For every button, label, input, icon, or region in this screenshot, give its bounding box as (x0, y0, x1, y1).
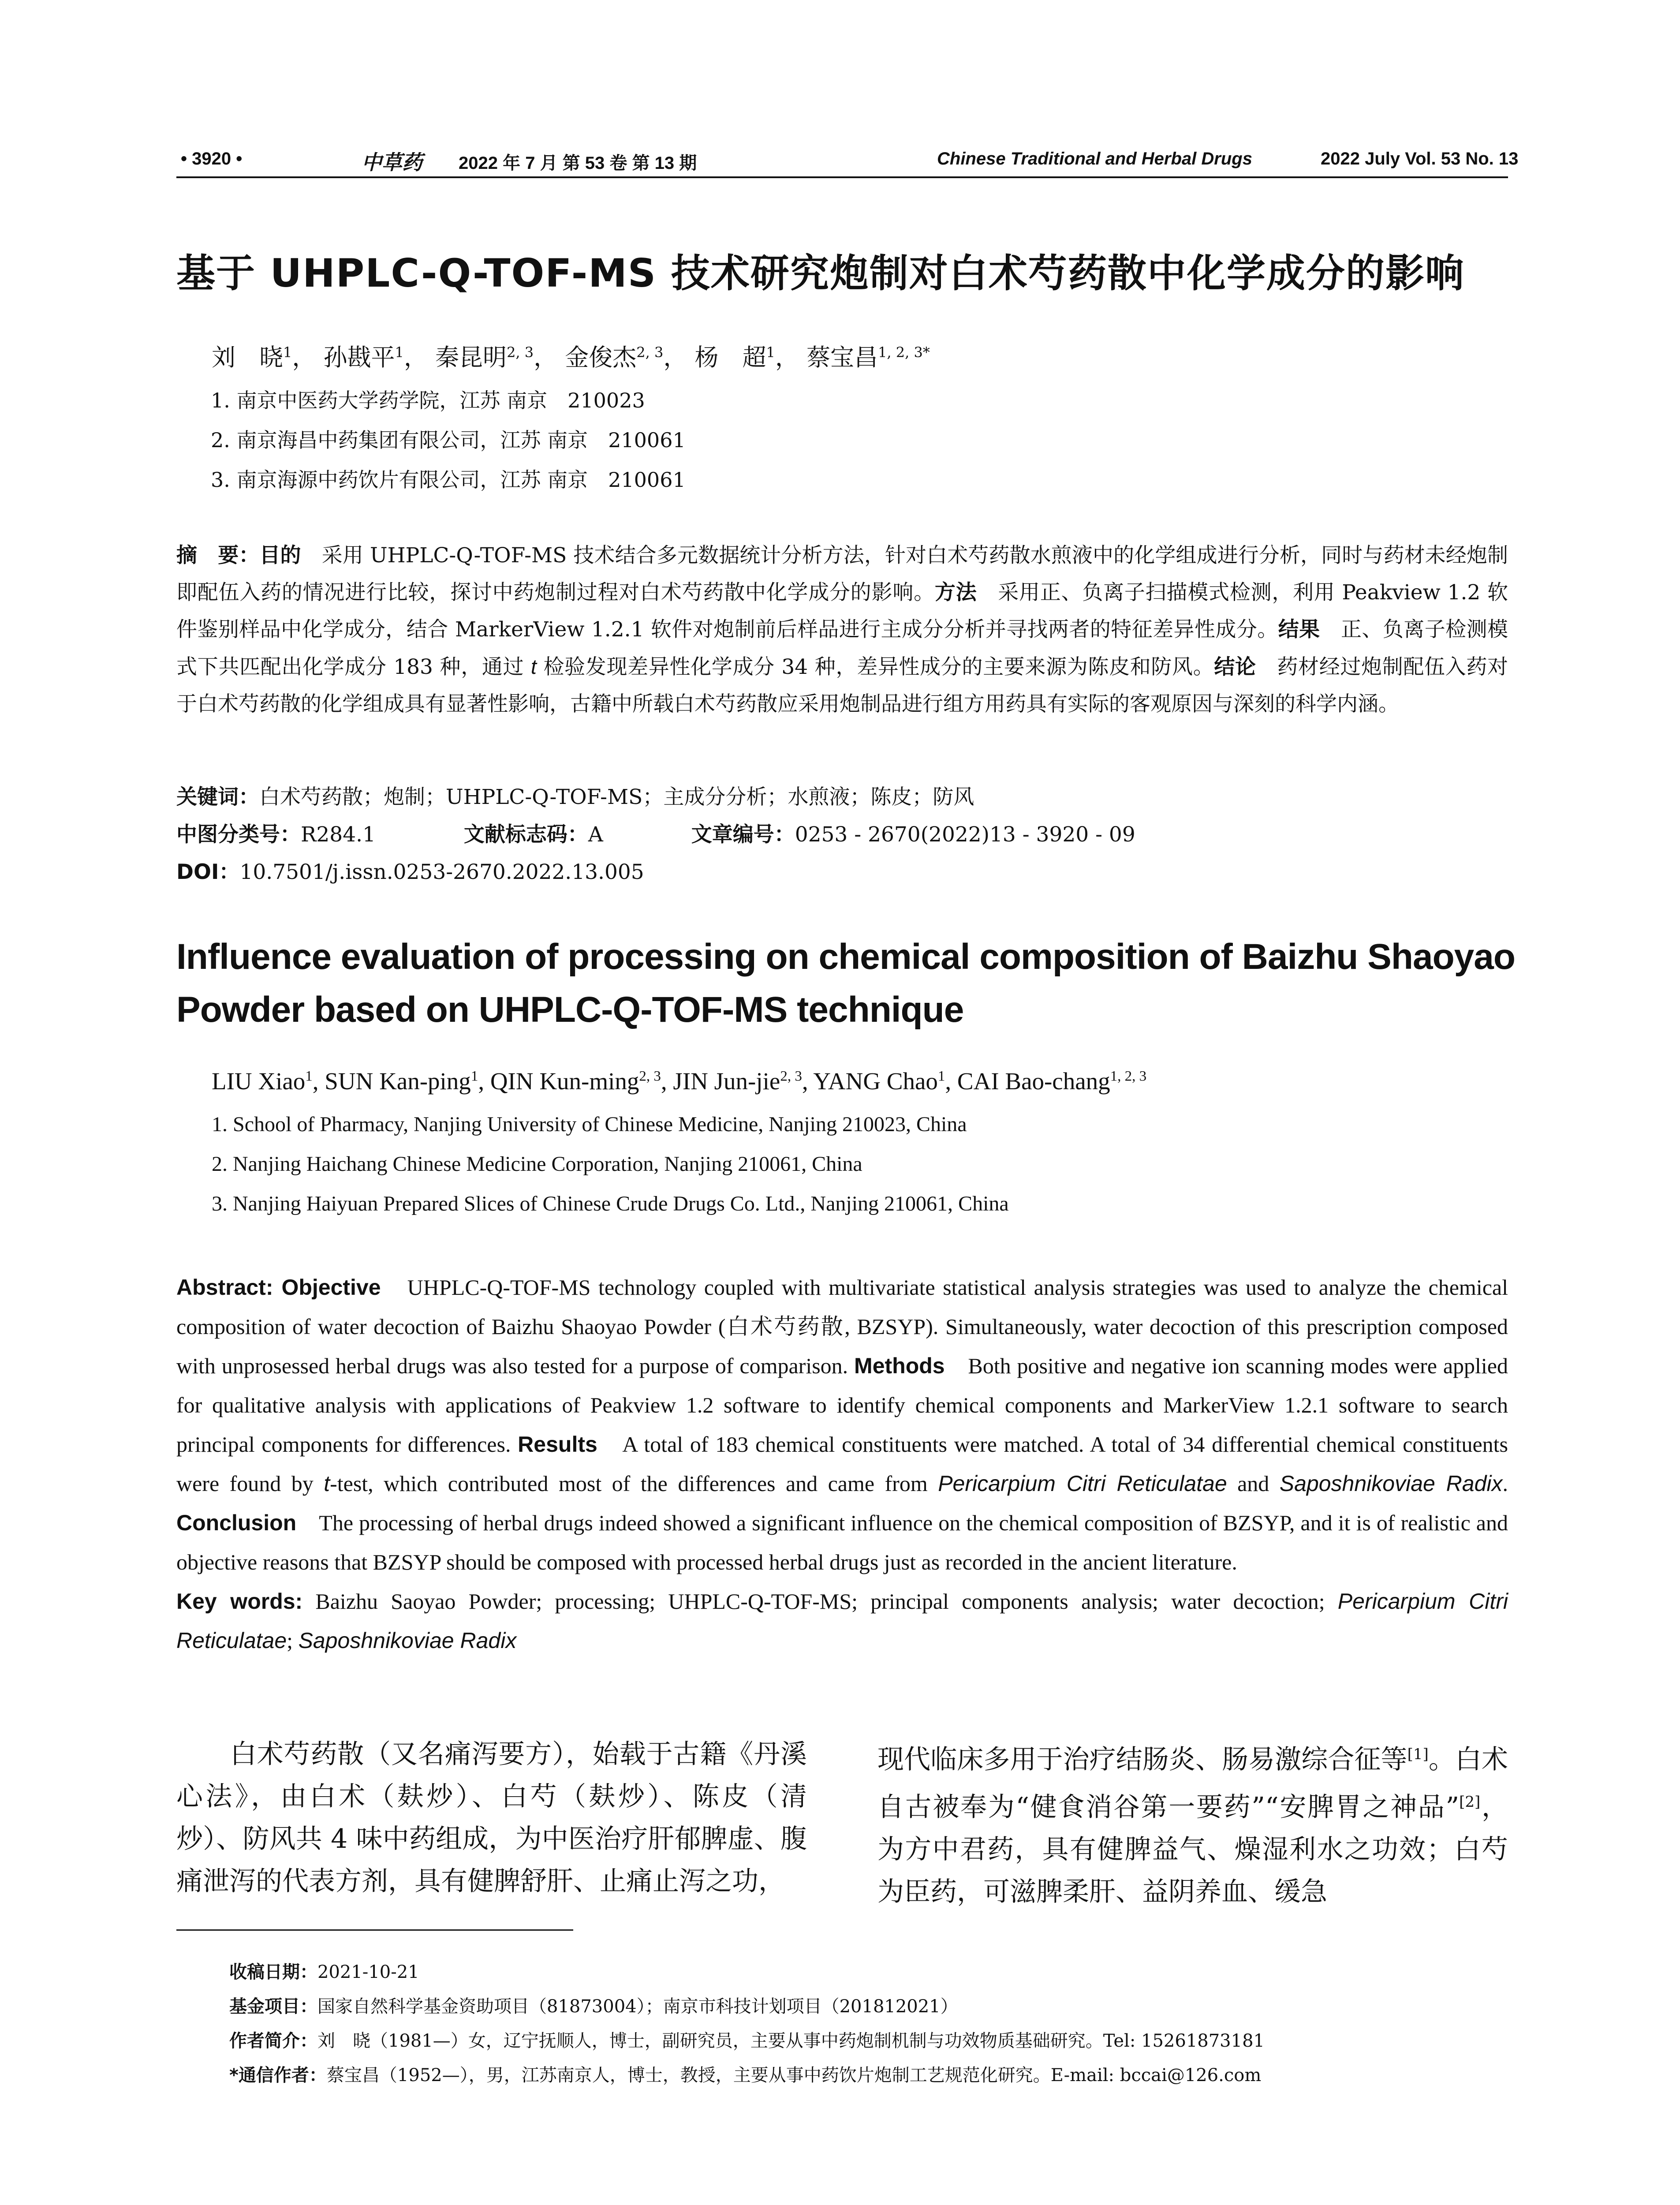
footnote-author-bio (229, 2027, 1265, 2052)
footnote-divider (176, 1929, 573, 1931)
clc-label: 中图分类号： (176, 822, 301, 847)
abstract-en (176, 1268, 1508, 1660)
author-affiliation-mark: 1 (283, 344, 292, 361)
affiliation-en: 2. Nanjing Haichang Chinese Medicine Corporation, Nanjing 210061, China (212, 1152, 862, 1176)
keywords-label: 关键词： (176, 785, 259, 809)
author-affiliation-mark: 2, 3 (639, 1068, 661, 1084)
paper-title-en: Influence evaluation of processing on chemical composition of Baizhu Shaoyao Powder based on UHPLC-Q-TOF-MS technique (176, 937, 1515, 1030)
footnote-label: 收稿日期： (229, 1962, 317, 1982)
affiliation-en: 1. School of Pharmacy, Nanjing University of Chinese Medicine, Nanjing 210023, China (212, 1113, 967, 1136)
herb-name: Saposhnikoviae Radix (298, 1628, 517, 1653)
doi-line (176, 856, 644, 885)
footnote-text: 蔡宝昌（1952—），男，江苏南京人，博士，教授，主要从事中药饮片炮制工艺规范化研究。E-mail: bccai@126.com (326, 2065, 1262, 2085)
doc-code-value: A (588, 822, 603, 847)
results-text: 正、负离子检测模式下共匹配出化学成分 183 种，通过 (176, 617, 1508, 679)
author-affiliation-mark: 1, 2, 3 (1110, 1068, 1147, 1084)
t-test-symbol: t (324, 1471, 330, 1496)
herb-name: Saposhnikoviae Radix (1279, 1471, 1503, 1496)
results-text: A total of 183 chemical constituents were matched. A total of 34 differential chemical constituents were found by (176, 1432, 1508, 1496)
author-affiliation-mark: 1 (766, 344, 775, 361)
author-name: CAI Bao-chang (957, 1068, 1110, 1095)
author-name: 蔡宝昌 (806, 344, 878, 371)
affiliation-cn: 2. 南京海昌中药集团有限公司，江苏 南京 210061 (211, 428, 686, 452)
page-number: • 3920 • (181, 149, 243, 168)
herb-name: Pericarpium Citri Reticulatae (938, 1471, 1227, 1496)
footnote-received (229, 1958, 419, 1983)
body-paragraph: 白术芍药散（又名痛泻要方），始载于古籍《丹溪心法》，由白术（麸炒）、白芍（麸炒）、陈皮（清炒）、防风共 4 味中药组成，为中医治疗肝郁脾虚、腹痛泄泻的代表方剂，具有健脾舒肝、止痛止泻之功， (176, 1739, 807, 1897)
conclusion-label: 结论 (1214, 655, 1256, 679)
author-affiliation-mark: 1 (305, 1068, 313, 1084)
paper-title-cn: 基于 UHPLC-Q-TOF-MS 技术研究炮制对白术芍药散中化学成分的影响 (176, 250, 1465, 296)
author-affiliation-mark: 1, 2, 3* (878, 344, 930, 361)
clc-value: R284.1 (301, 822, 376, 847)
author-name: SUN Kan-ping (325, 1068, 471, 1095)
separator: ; (287, 1628, 299, 1653)
results-label: 结果 (1278, 617, 1320, 642)
author-affiliation-mark: 2, 3 (636, 344, 664, 361)
footnote-text: 国家自然科学基金资助项目（81873004）；南京市科技计划项目（201812021） (317, 1996, 958, 2017)
author-name: 刘 晓 (212, 344, 283, 371)
author-list-en: LIU Xiao$^1$, SUN Kan-ping$^1$, QIN Kun-ming$^{2, 3}$, JIN Jun-jie$^{2, 3}$, YANG Chao$^1$, CAI Bao-chang$^{1, 2, 3}$ (212, 1068, 1147, 1095)
author-affiliation-mark: 2, 3 (780, 1068, 802, 1084)
methods-label: 方法 (934, 580, 977, 605)
author-affiliation-mark: 1 (937, 1068, 945, 1084)
doi-link[interactable]: 10.7501/j.issn.0253-2670.2022.13.005 (239, 860, 644, 884)
author-name: 孙戡平 (323, 344, 395, 371)
footnote-funding (229, 1992, 958, 2018)
author-name: 秦昆明 (435, 344, 507, 371)
footnote-label: *通信作者： (229, 2065, 327, 2085)
methods-text: Both positive and negative ion scanning modes were applied for qualitative analysis with applications of Peakview 1.2 software to identify chemical components and MarkerView 1.2.1 software to search principal components for differences. (176, 1353, 1508, 1457)
abstract-objective-label: Abstract: Objective (176, 1275, 381, 1300)
author-name: YANG Chao (813, 1068, 938, 1095)
author-list-cn: 刘 晓$^1$， 孙戡平$^1$， 秦昆明$^{2, 3}$， 金俊杰$^{2, 3}$， 杨 超$^1$， 蔡宝昌$^{1, 2, 3*}$ (212, 344, 930, 371)
conclusion-label: Conclusion (176, 1510, 297, 1535)
t-test-symbol: t (530, 655, 537, 678)
objective-label: 目的 (259, 543, 301, 568)
keywords-cn (176, 781, 974, 810)
running-header (176, 146, 1519, 178)
affiliation-cn: 1. 南京中医药大学药学院，江苏 南京 210023 (211, 389, 645, 412)
affiliation-cn: 3. 南京海源中药饮片有限公司，江苏 南京 210061 (211, 468, 686, 492)
author-name: 杨 超 (694, 344, 766, 371)
results-text: -test, which contributed most of the differences and came from (330, 1471, 938, 1496)
footnote-text: 2021-10-21 (317, 1962, 419, 1982)
body-paragraph: 。白术自古被奉为“健食消谷第一要药”“安脾胃之神品” (877, 1744, 1508, 1823)
methods-text: 采用正、负离子扫描模式检测，利用 Peakview 1.2 软件鉴别样品中化学成分，结合 MarkerView 1.2.1 软件对炮制前后样品进行主成分分析并寻找两者的特征差异性成分。 (176, 580, 1508, 642)
objective-text: UHPLC-Q-TOF-MS technology coupled with multivariate statistical analysis strategies was used to analyze the chemical composition of water decoction of Baizhu Shaoyao Powder (白术芍药散, BZSYP). Simultaneously, water decoction of this prescription composed with unprosessed herbal drugs was also tested for a purpose of comparison. (176, 1275, 1508, 1378)
keywords-text: Baizhu Saoyao Powder; processing; UHPLC-Q-TOF-MS; principal components analysis; water decoction; (302, 1589, 1338, 1614)
methods-label: Methods (854, 1353, 945, 1378)
author-affiliation-mark: 1 (470, 1068, 478, 1084)
abstract-cn (176, 537, 1508, 723)
footnote-corresponding (229, 2061, 1261, 2086)
journal-name-en: Chinese Traditional and Herbal Drugs (937, 149, 1252, 168)
footnote-label: 作者简介： (229, 2031, 317, 2051)
author-name: QIN Kun-ming (490, 1068, 639, 1095)
article-number-label: 文章编号： (691, 822, 795, 847)
footnote-text: 刘 晓（1981—）女，辽宁抚顺人，博士，副研究员，主要从事中药炮制机制与功效物质基础研究。Tel: 15261873181 (317, 2031, 1265, 2051)
author-affiliation-mark: 1 (395, 344, 404, 361)
issue-info-cn: 2022 年 7 月 第 53 卷 第 13 期 (459, 153, 697, 173)
author-name: 金俊杰 (565, 344, 637, 371)
doc-code-label: 文献标志码： (463, 822, 588, 847)
classification-line (176, 818, 1135, 848)
author-name: JIN Jun-jie (673, 1068, 780, 1095)
results-text: 检验发现差异性化学成分 34 种，差异性成分的主要来源为陈皮和防风。 (536, 655, 1214, 679)
keywords-text: 白术芍药散；炮制；UHPLC-Q-TOF-MS；主成分分析；水煎液；陈皮；防风 (259, 785, 974, 809)
body-column-left (176, 1733, 807, 1902)
doi-label: DOI： (176, 860, 240, 884)
body-column-right (877, 1733, 1508, 1913)
author-affiliation-mark: 2, 3 (507, 344, 534, 361)
conclusion-text: The processing of herbal drugs indeed showed a significant influence on the chemical composition of BZSYP, and it is of realistic and objective reasons that BZSYP should be composed with processed herbal drugs just as recorded in the ancient literature. (176, 1510, 1508, 1574)
conjunction: and (1227, 1471, 1280, 1496)
punctuation: . (1502, 1471, 1508, 1496)
body-paragraph: ，为方中君药，具有健脾益气、燥湿利水之功效；白芍为臣药，可滋脾柔肝、益阴养血、缓急 (877, 1792, 1508, 1907)
citation-ref[interactable]: [2] (1459, 1793, 1481, 1811)
citation-ref[interactable]: [1] (1407, 1745, 1429, 1763)
article-number-value: 0253 - 2670(2022)13 - 3920 - 09 (795, 822, 1135, 847)
results-label: Results (518, 1432, 597, 1457)
body-paragraph: 现代临床多用于治疗结肠炎、肠易激综合征等 (877, 1744, 1407, 1775)
journal-name-cn: 中草药 (362, 150, 422, 174)
keywords-label: Key words: (176, 1589, 303, 1614)
author-name: LIU Xiao (212, 1068, 306, 1095)
conclusion-text: 药材经过炮制配伍入药对于白术芍药散的化学组成具有显著性影响，古籍中所载白术芍药散应采用炮制品进行组方用药具有实际的客观原因与深刻的科学内涵。 (176, 655, 1508, 716)
affiliation-en: 3. Nanjing Haiyuan Prepared Slices of Chinese Crude Drugs Co. Ltd., Nanjing 210061, China (212, 1192, 1009, 1215)
herb-name: Pericarpium Citri Reticulatae (176, 1589, 1508, 1653)
issue-info-en: 2022 July Vol. 53 No. 13 (1321, 149, 1519, 168)
objective-text: 采用 UHPLC-Q-TOF-MS 技术结合多元数据统计分析方法，针对白术芍药散水煎液中的化学组成进行分析，同时与药材未经炮制即配伍入药的情况进行比较，探讨中药炮制过程对白术芍药散中化学成分的影响。 (176, 543, 1508, 605)
footnote-label: 基金项目： (229, 1996, 317, 2017)
abstract-label: 摘 要： (176, 543, 260, 568)
